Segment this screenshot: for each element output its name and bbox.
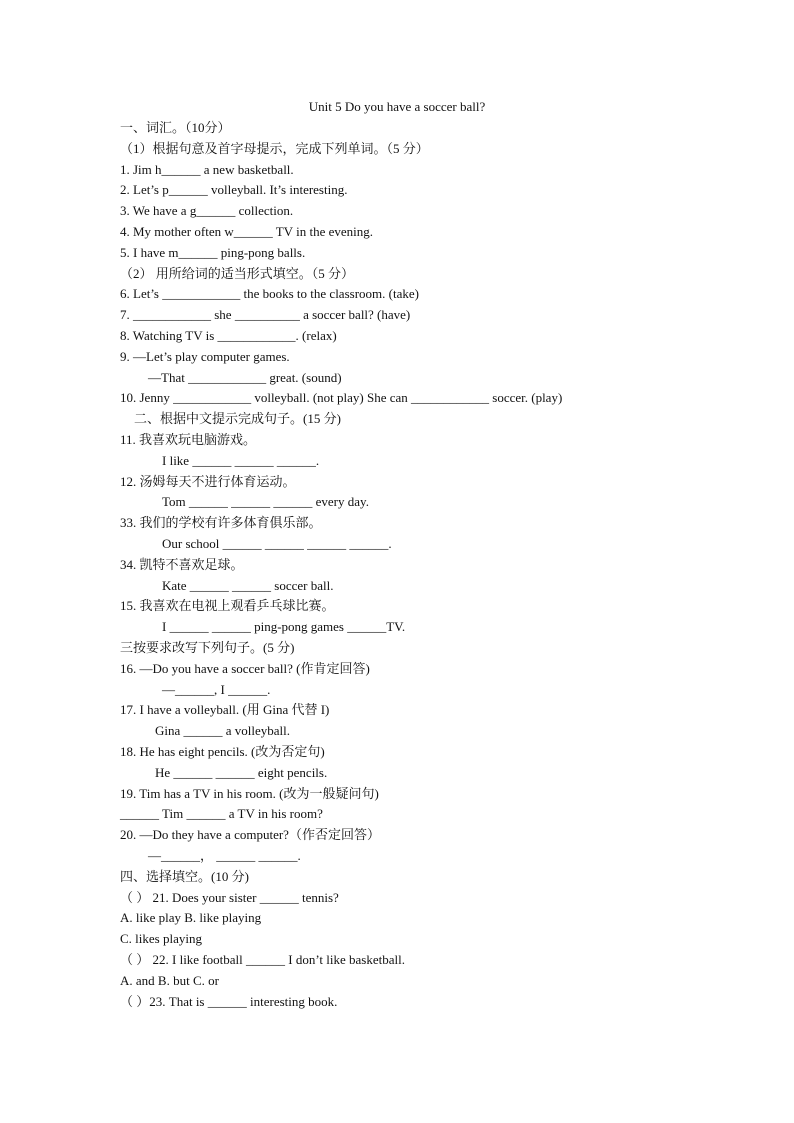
worksheet-line: —______, I ______. — [162, 681, 271, 697]
worksheet-line: （ ）23. That is ______ interesting book. — [120, 993, 338, 1009]
worksheet-line: 11. 我喜欢玩电脑游戏。 — [120, 432, 257, 447]
worksheet-line: 4. My mother often w______ TV in the evening. — [120, 224, 373, 239]
worksheet-line: C. likes playing — [120, 931, 202, 947]
worksheet-line: 9. —Let’s play computer games. — [120, 348, 290, 364]
worksheet-line: I ______ ______ ping-pong games ______TV. — [162, 619, 406, 635]
worksheet-line: 1. Jim h______ a new basketball. — [120, 161, 294, 177]
worksheet-line: 8. Watching TV is ____________. (relax) — [120, 328, 337, 343]
worksheet-line: A. and B. but C. or — [120, 972, 219, 988]
worksheet-line: 15. 我喜欢在电视上观看乒乓球比赛。 — [120, 598, 335, 614]
worksheet-line: 四、选择填空。(10 分) — [120, 868, 249, 884]
worksheet-line: 2. Let’s p______ volleyball. It’s interesting. — [120, 182, 348, 198]
worksheet-line: 3. We have a g______ collection. — [120, 203, 294, 219]
worksheet-line: Gina ______ a volleyball. — [155, 723, 291, 739]
worksheet-line: —______， ______ ______. — [148, 848, 301, 863]
worksheet-line: A. like play B. like playing — [120, 910, 262, 926]
worksheet-line: （ ） 22. I like football ______ I don’t like basketball. — [120, 952, 405, 967]
worksheet-line: 6. Let’s ____________ the books to the classroom. (take) — [120, 286, 419, 302]
worksheet-line: Our school ______ ______ ______ ______. — [162, 536, 392, 551]
worksheet-line: （2） 用所给词的适当形式填空。（5 分） — [120, 265, 355, 281]
worksheet-line: —That ____________ great. (sound) — [148, 369, 342, 385]
worksheet-line: 5. I have m______ ping-pong balls. — [120, 244, 306, 260]
worksheet-line: Kate ______ ______ soccer ball. — [162, 577, 334, 593]
worksheet-line: I like ______ ______ ______. — [162, 452, 320, 468]
worksheet-line: （1）根据句意及首字母提示，完成下列单词。（5 分） — [120, 140, 429, 156]
page-title: Unit 5 Do you have a soccer ball? — [308, 99, 486, 114]
worksheet-line: 二、根据中文提示完成句子。(15 分) — [134, 411, 341, 427]
worksheet-line: 34. 凯特不喜欢足球。 — [120, 556, 244, 572]
worksheet-line: 16. —Do you have a soccer ball? (作肯定回答) — [120, 660, 370, 676]
worksheet-line: 一、词汇。（10分） — [120, 120, 231, 135]
worksheet-line: 17. I have a volleyball. (用 Gina 代替 I) — [120, 702, 330, 718]
worksheet-line: He ______ ______ eight pencils. — [155, 764, 328, 780]
worksheet-line: ______ Tim ______ a TV in his room? — [120, 806, 323, 822]
worksheet-line: 三按要求改写下列句子。(5 分) — [120, 640, 295, 655]
worksheet-line: 7. ____________ she __________ a soccer ball? (have) — [120, 307, 411, 323]
worksheet-line: 20. —Do they have a computer?（作否定回答） — [120, 827, 380, 843]
worksheet-line: （ ） 21. Does your sister ______ tennis? — [120, 889, 339, 905]
worksheet-line: Tom ______ ______ ______ every day. — [162, 494, 369, 510]
worksheet-line: 10. Jenny ____________ volleyball. (not play) She can ____________ soccer. (play) — [120, 390, 563, 406]
worksheet-line: 18. He has eight pencils. (改为否定句) — [120, 744, 325, 759]
worksheet-line: 19. Tim has a TV in his room. (改为一般疑问句) — [120, 785, 379, 801]
worksheet-line: 12. 汤姆每天不进行体育运动。 — [120, 473, 296, 489]
worksheet-line: 33. 我们的学校有许多体育俱乐部。 — [120, 515, 322, 531]
